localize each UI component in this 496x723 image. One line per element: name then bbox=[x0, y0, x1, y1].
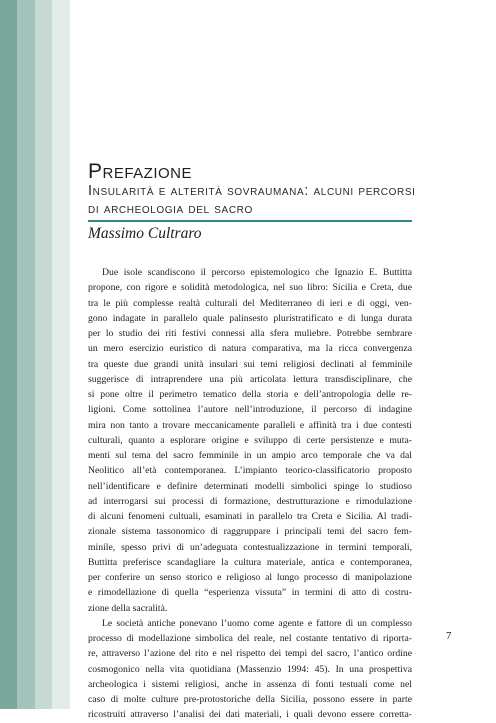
paragraph bbox=[88, 265, 412, 616]
body-text bbox=[88, 265, 412, 723]
text-line: ligioni. Come sottolinea l’autore nell’introduzione, il percorso di indagine bbox=[88, 404, 412, 416]
text-line: culturali, quanto a esplorare origine e sviluppo di certe persistenze e muta- bbox=[88, 434, 412, 446]
decorative-stripe bbox=[52, 0, 70, 709]
text-line: per lo studio dei riti festivi connessi alla sfera muliebre. Potrebbe sembrare bbox=[88, 328, 412, 339]
text-line: zione della sacralità. bbox=[88, 602, 168, 614]
author-name: Massimo Cultraro bbox=[88, 225, 202, 242]
text-line: tra le più complesse realtà culturali del Mediterraneo di ieri e di oggi, ven- bbox=[88, 297, 412, 309]
page-number: 7 bbox=[446, 630, 452, 642]
paragraph bbox=[88, 616, 412, 723]
decorative-stripe bbox=[17, 0, 35, 709]
text-line: caso di molte culture pre-protostoriche della Sicilia, possono essere in parte bbox=[88, 694, 412, 705]
text-line: minile, spesso privi di un’adeguata contestualizzazione in termini temporali, bbox=[88, 541, 412, 553]
text-line: mira non tanto a trovare meccanicamente paralleli e affinità tra i due contesti bbox=[88, 419, 412, 431]
text-line: si pone oltre il perimetro tematico della storia e dell’antropologia delle re- bbox=[88, 389, 412, 400]
text-line: e rimodellazione di quella “esperienza vissuta” in termini di atto di costru- bbox=[88, 587, 412, 599]
text-line: re, attraverso l’azione del rito e nel rispetto dei tempi del sacro, l’antico ordine bbox=[88, 648, 412, 660]
text-line: Le società antiche ponevano l’uomo come agente e fattore di un complesso bbox=[102, 617, 412, 629]
text-line: di alcuni fenomeni cultuali, esaminati in parallelo tra Creta e Sicilia. Al tradi- bbox=[88, 511, 412, 522]
decorative-stripe bbox=[0, 0, 17, 709]
text-line: ricostruiti attraverso l’analisi dei dati materiali, i quali devono essere corretta- bbox=[88, 709, 412, 721]
text-line: un mero esercizio euristico di natura comparativa, ma la ricca convergenza bbox=[88, 343, 412, 355]
title-divider bbox=[88, 220, 412, 222]
text-line: propone, con rigore e solidità metodologica, nel suo libro: Sicilia e Creta, due bbox=[88, 282, 412, 294]
text-line: cosmogonico nella vita quotidiana (Massenzio 1994: 45). In una prospettiva bbox=[88, 663, 412, 675]
text-line: ad interrogarsi sui processi di formazione, destrutturazione e rimodulazione bbox=[88, 495, 412, 507]
text-line: archeologica i sistemi religiosi, anche in assenza di fonti testuali come nel bbox=[88, 678, 412, 690]
text-line: processo di modellazione simbolica del reale, nel costante tentativo di riporta- bbox=[88, 633, 412, 644]
chapter-title: Prefazione bbox=[88, 160, 193, 183]
text-line: Neolitico all’età contemporanea. L’impianto teorico-classificatorio proposto bbox=[88, 465, 412, 477]
text-line: per conferire un senso storico e religioso al lungo processo di manipolazione bbox=[88, 572, 412, 583]
text-line: Due isole scandiscono il percorso epistemologico che Ignazio E. Buttitta bbox=[102, 267, 412, 278]
chapter-subtitle: Insularità e alterità sovraumana: alcuni percorsi di archeologia del sacro bbox=[88, 183, 416, 217]
text-line: tra queste due grandi unità insulari sui temi religiosi declinati al femminile bbox=[88, 358, 412, 370]
text-line: gono indagate in parallelo quale palinsesto pluristratificato e di lunga durata bbox=[88, 312, 412, 324]
text-line: menti sul tema del sacro femminile in un ampio arco temporale che va dal bbox=[88, 450, 412, 461]
text-line: nell’identificare e definire determinati modelli simbolici spinge lo studioso bbox=[88, 480, 412, 492]
text-line: zionale sistema tassonomico di raggruppare i principali temi del sacro fem- bbox=[88, 526, 412, 538]
text-line: Buttitta preferisce scandagliare la cultura materiale, antica e contemporanea, bbox=[88, 556, 412, 568]
text-line: suggerisce di intraprendere una più articolata lettura transdisciplinare, che bbox=[88, 373, 412, 385]
decorative-stripe bbox=[35, 0, 52, 709]
